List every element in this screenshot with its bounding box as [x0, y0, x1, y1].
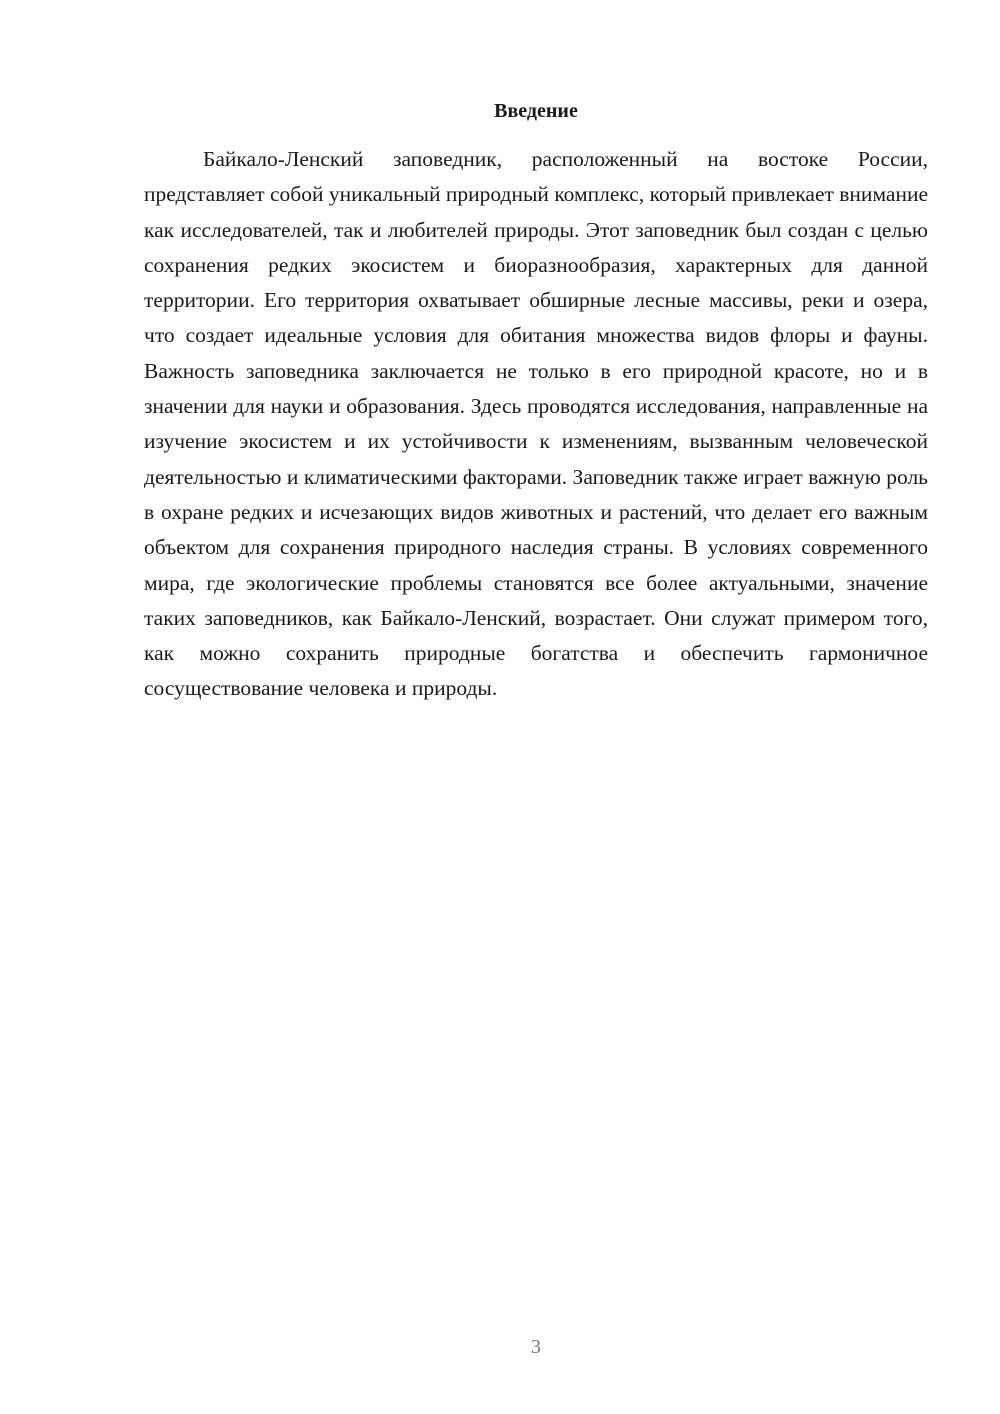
- section-heading: Введение: [494, 100, 578, 122]
- page-number: 3: [531, 1336, 541, 1358]
- body-paragraph: Байкало-Ленский заповедник, расположенный на востоке России, представляет собой уникальный природный комплекс, который привлекает внимание как исследователей, так и любителей природы. Этот заповедник был создан с целью сохранения редких экосистем и биоразнообразия, характерных для данной территории. Его территория охватывает обширные лесные массивы, реки и озера, что создает идеальные условия для обитания множества видов флоры и фауны. Важность заповедника заключается не только в его природной красоте, но и в значении для науки и образования. Здесь проводятся исследования, направленные на изучение экосистем и их устойчивости к изменениям, вызванным человеческой деятельностью и климатическими факторами. Заповедник также играет важную роль в охране редких и исчезающих видов животных и растений, что делает его важным объектом для сохранения природного наследия страны. В условиях современного мира, где экологические проблемы становятся все более актуальными, значение таких заповедников, как Байкало-Ленский, возрастает. Они служат примером того, как можно сохранить природные богатства и обеспечить гармоничное сосуществование человека и природы.: [144, 147, 928, 701]
